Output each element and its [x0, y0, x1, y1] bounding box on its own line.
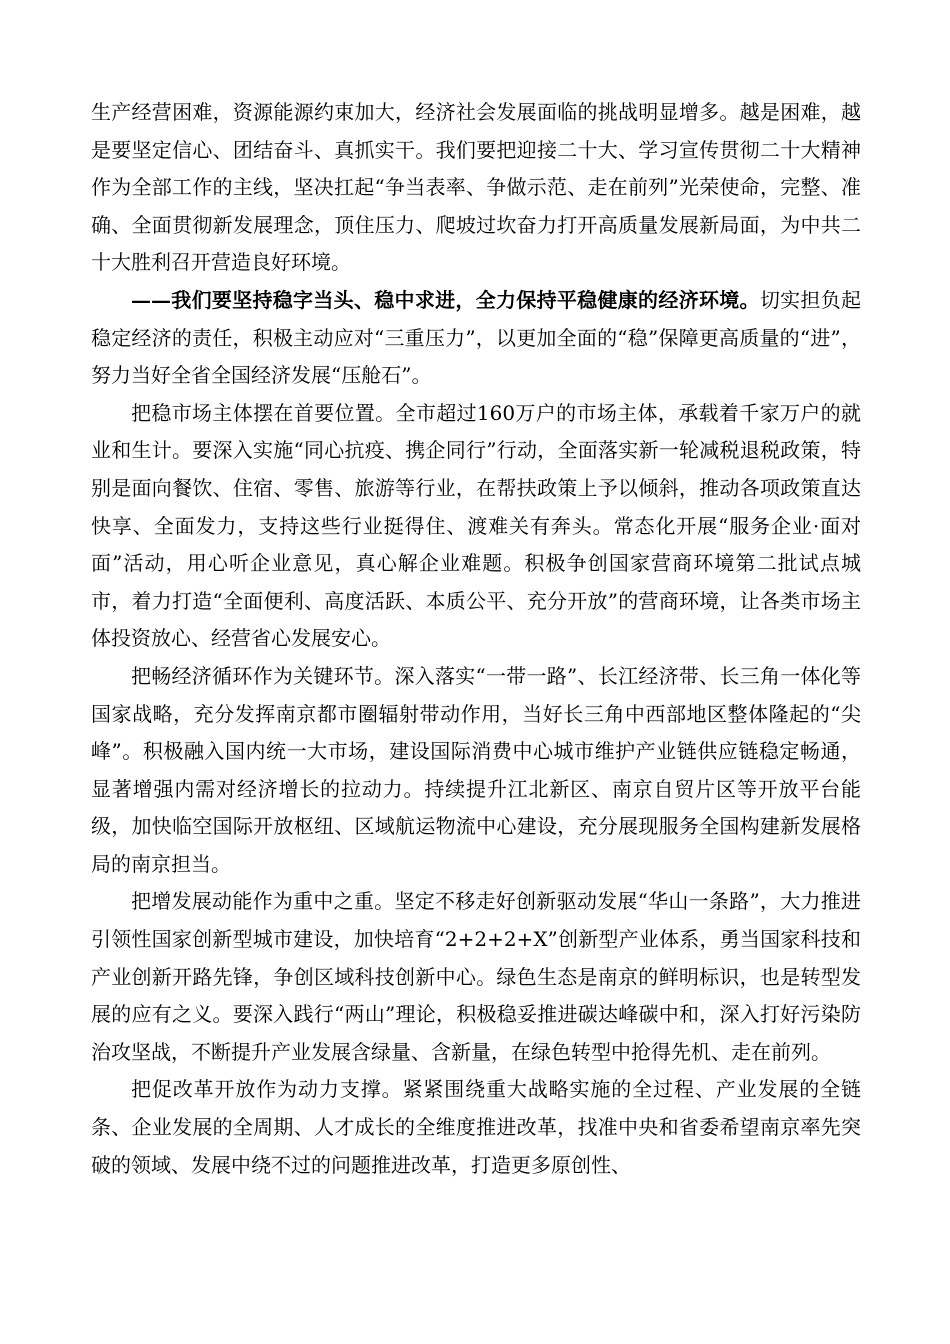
paragraph-economic-circulation: 把畅经济循环作为关键环节。深入落实“一带一路”、长江经济带、长三角一体化等国家战略，充分发挥南京都市圈辐射带动作用，当好长三角中西部地区整体隆起的“尖峰”。积极融入国内统一大市场，建设国际消费中心城市维护产业链供应链稳定畅通，显著增强内需对经济增长的拉动力。持续提升江北新区、南京自贸片区等开放平台能级，加快临空国际开放枢纽、区域航运物流中心建设，充分展现服务全国构建新发展格局的南京担当。 — [91, 663, 861, 876]
paragraph-lead-heading: ——我们要坚持稳字当头、稳中求进，全力保持平稳健康的经济环境。 — [131, 287, 760, 312]
paragraph-development-momentum: 把增发展动能作为重中之重。坚定不移走好创新驱动发展“华山一条路”，大力推进引领性国家创新型城市建设，加快培育“2+2+2+X”创新型产业体系，勇当国家科技和产业创新开路先锋，争创区域科技创新中心。绿色生态是南京的鲜明标识，也是转型发展的应有之义。要深入践行“两山”理论，积极稳妥推进碳达峰碳中和，深入打好污染防治攻坚战，不断提升产业发展含绿量、含新量，在绿色转型中抢得先机、走在前列。 — [91, 889, 861, 1064]
paragraph-continuation: 生产经营困难，资源能源约束加大，经济社会发展面临的挑战明显增多。越是困难，越是要坚定信心、团结奋斗、真抓实干。我们要把迎接二十大、学习宣传贯彻二十大精神作为全部工作的主线，坚决扛起“争当表率、争做示范、走在前列”光荣使命，完整、准确、全面贯彻新发展理念，顶住压力、爬坡过坎奋力打开高质量发展新局面，为中共二十大胜利召开营造良好环境。 — [91, 100, 861, 275]
document-page — [91, 94, 861, 1184]
paragraph-market-entities: 把稳市场主体摆在首要位置。全市超过160万户的市场主体，承载着千家万户的就业和生计。要深入实施“同心抗疫、携企同行”行动，全面落实新一轮减税退税政策，特别是面向餐饮、住宿、零售、旅游等行业，在帮扶政策上予以倾斜，推动各项政策直达快享、全面发力，支持这些行业挺得住、渡难关有奔头。常态化开展“服务企业·面对面”活动，用心听企业意见，真心解企业难题。积极争创国家营商环境第二批试点城市，着力打造“全面便利、高度活跃、本质公平、充分开放”的营商环境，让各类市场主体投资放心、经营省心发展安心。 — [91, 400, 861, 651]
paragraph-body: 切实担负起稳定经济的责任，积极主动应对“三重压力”，以更加全面的“稳”保障更高质量的“进”，努力当好全省全国经济发展“压舱石”。 — [91, 287, 862, 388]
paragraph-reform-opening: 把促改革开放作为动力支撑。紧紧围绕重大战略实施的全过程、产业发展的全链条、企业发展的全周期、人才成长的全维度推进改革，找准中央和省委希望南京率先突破的领域、发展中绕不过的问题推进改革，打造更多原创性、 — [91, 1077, 861, 1177]
paragraph-stability-policy — [91, 282, 861, 395]
